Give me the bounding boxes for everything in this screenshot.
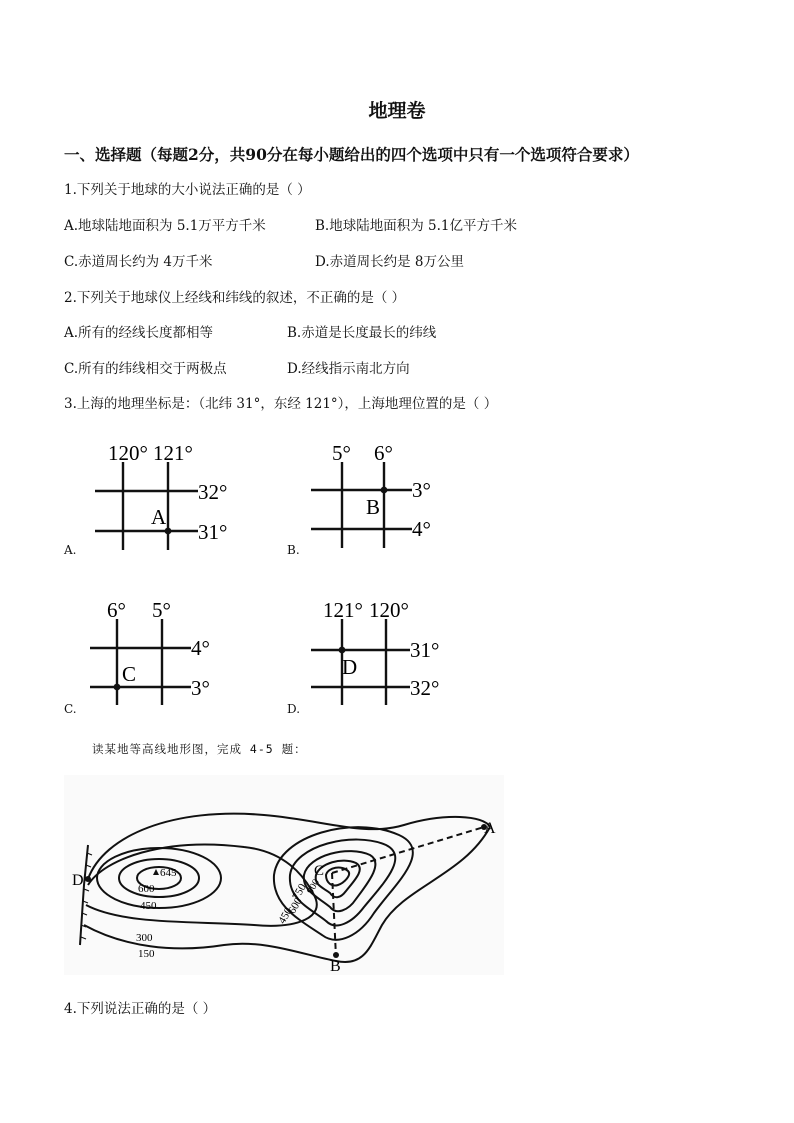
grid-a-point-label: A: [151, 505, 167, 529]
grid-diagram-a: [90, 438, 250, 553]
map-point-d: D: [72, 872, 84, 889]
grid-d-top-label-2: 120°: [369, 598, 409, 622]
grid-a-top-label-1: 120°: [108, 441, 148, 465]
question-1-option-b[interactable]: B.地球陆地面积为 5.1亿平方千米: [315, 218, 517, 234]
map-point-c: C: [314, 863, 325, 879]
question-3-option-d[interactable]: D.: [287, 702, 301, 716]
grid-c-top-label-2: 5°: [152, 598, 171, 622]
question-3-option-c[interactable]: C.: [64, 702, 77, 716]
question-3-stem: 3.上海的地理坐标是：（北纬 31°，东经 121°），上海地理位置的是（ ）: [64, 396, 498, 412]
question-1-option-a[interactable]: A.地球陆地面积为 5.1万平方千米: [64, 218, 266, 234]
grid-diagram-d: [306, 595, 456, 710]
map-label-300: 300: [136, 932, 153, 944]
map-peak-label: 645: [160, 867, 177, 879]
question-2-option-a[interactable]: A.所有的经线长度都相等: [64, 325, 214, 341]
map-label-450-left: 450: [140, 900, 157, 912]
question-2-option-b[interactable]: B.赤道是长度最长的纬线: [287, 325, 437, 341]
map-label-900: 900: [305, 877, 323, 896]
grid-b-top-label-2: 6°: [374, 441, 393, 465]
grid-b-right-label-1: 3°: [412, 478, 431, 502]
map-point-a: A: [484, 820, 496, 837]
question-4-stem: 4.下列说法正确的是（ ）: [64, 1001, 217, 1017]
map-caption: 读某地等高线地形图，完成 4-5 题：: [92, 742, 307, 756]
grid-b-right-label-2: 4°: [412, 517, 431, 541]
map-label-600-right: 600: [286, 895, 305, 916]
contour-map: [64, 775, 504, 975]
grid-b-point-label: B: [366, 495, 381, 519]
grid-d-right-label-2: 32°: [410, 676, 440, 700]
section-heading: 一、选择题（每题2分，共90分在每小题给出的四个选项中只有一个选项符合要求）: [64, 145, 639, 164]
question-1-option-d[interactable]: D.赤道周长约是 8万公里: [315, 254, 465, 270]
grid-c-top-label-1: 6°: [107, 598, 126, 622]
map-label-750: 750: [290, 881, 309, 902]
grid-diagram-c: [85, 595, 225, 710]
grid-c-right-label-2: 3°: [191, 676, 210, 700]
question-2-option-d[interactable]: D.经线指示南北方向: [287, 361, 410, 377]
question-2-stem: 2.下列关于地球仪上经线和纬线的叙述，不正确的是（ ）: [64, 290, 406, 306]
grid-b-top-label-1: 5°: [332, 441, 351, 465]
grid-a-top-label-2: 121°: [153, 441, 193, 465]
question-3-option-b[interactable]: B.: [287, 543, 300, 557]
question-1-stem: 1.下列关于地球的大小说法正确的是（ ）: [64, 182, 311, 198]
question-2-option-c[interactable]: C.所有的纬线相交于两极点: [64, 361, 227, 377]
question-1-option-c[interactable]: C.赤道周长约为 4万千米: [64, 254, 213, 270]
grid-a-right-label-2: 31°: [198, 520, 228, 544]
question-3-option-a[interactable]: A.: [64, 543, 77, 557]
grid-diagram-b: [306, 438, 446, 553]
grid-d-point-label: D: [342, 655, 358, 679]
page-title: 地理卷: [368, 100, 426, 122]
map-label-450-right: 450: [276, 905, 295, 926]
grid-c-right-label-1: 4°: [191, 636, 210, 660]
map-label-150: 150: [138, 948, 155, 960]
grid-d-top-label-1: 121°: [323, 598, 363, 622]
map-label-600-left: 600: [138, 883, 155, 895]
map-point-b: B: [330, 958, 341, 975]
grid-c-point-label: C: [122, 662, 137, 686]
grid-a-right-label-1: 32°: [198, 480, 228, 504]
grid-d-right-label-1: 31°: [410, 638, 440, 662]
